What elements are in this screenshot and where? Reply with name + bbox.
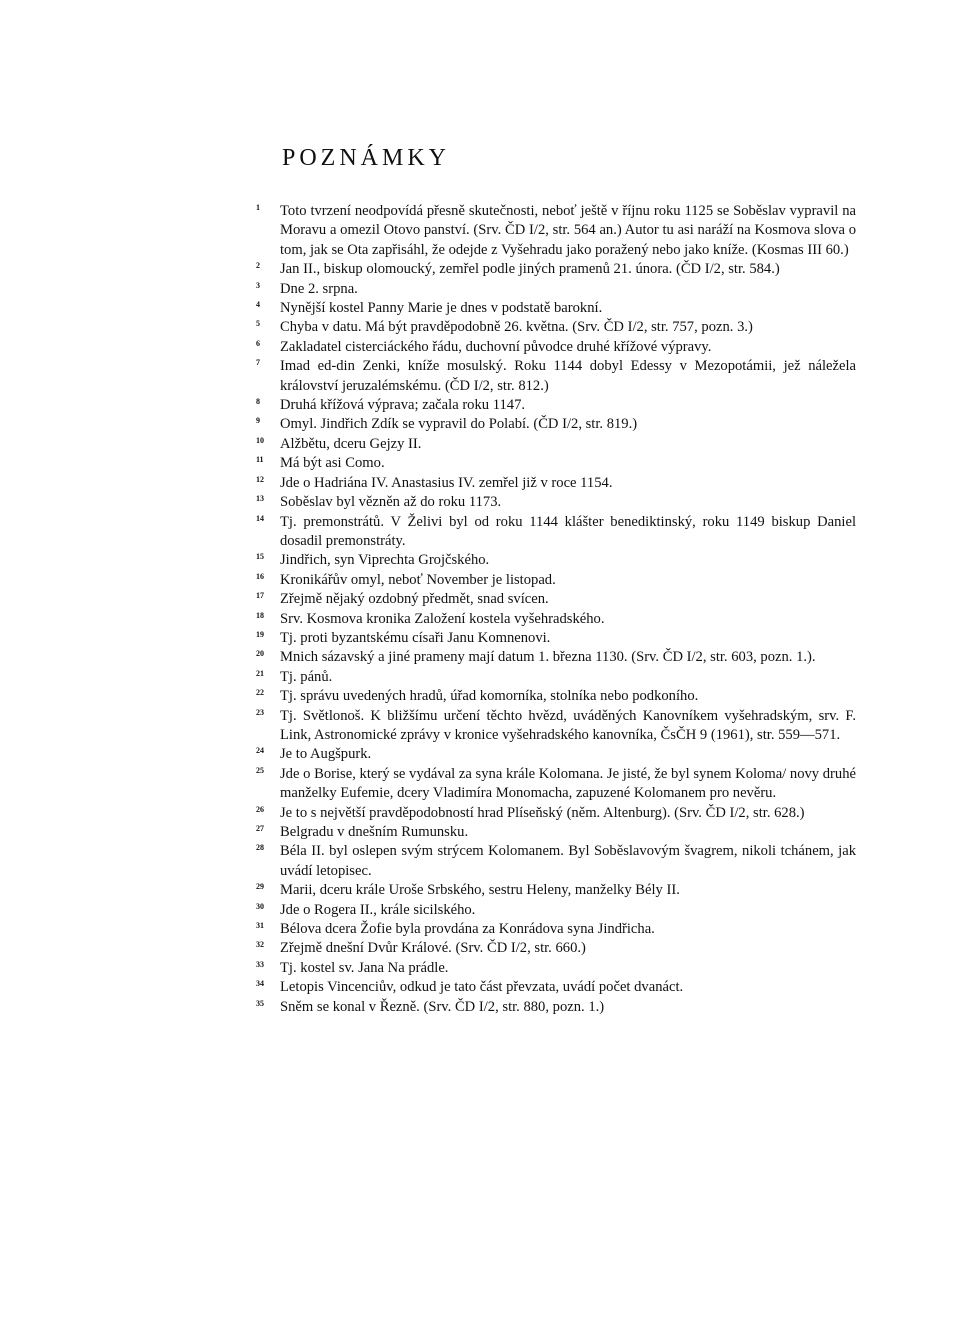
note-text: Zřejmě dnešní Dvůr Králové. (Srv. ČD I/2, str. 660.) xyxy=(280,940,586,957)
note-item xyxy=(256,435,856,454)
note-number: 19 xyxy=(256,629,264,639)
note-number: 4 xyxy=(256,300,260,310)
note-text: Tj. správu uvedených hradů, úřad komorníka, stolníka nebo podkoního. xyxy=(280,688,699,705)
note-number: 12 xyxy=(256,474,264,484)
note-number: 5 xyxy=(256,319,260,329)
note-number: 15 xyxy=(256,552,264,562)
note-number: 35 xyxy=(256,998,264,1008)
note-number: 14 xyxy=(256,513,264,523)
note-text: Kronikářův omyl, neboť November je listopad. xyxy=(280,571,556,588)
note-text: Tj. Světlonoš. K bližšímu určení těchto hvězd, uváděných Kanovníkem vyšehradským, srv. F. Link, Astronomické zprávy v kronice vyšehradského kanovníka, ČsČH 9 (1961), str. 559—571. xyxy=(280,707,856,743)
note-text: Letopis Vincenciův, odkud je tato část převzata, uvádí počet dvanáct. xyxy=(280,979,684,996)
note-text: Jde o Hadriána IV. Anastasius IV. zemřel již v roce 1154. xyxy=(280,474,613,491)
note-text: Zřejmě nějaký ozdobný předmět, snad svícen. xyxy=(280,591,549,608)
note-number: 28 xyxy=(256,843,264,853)
note-item xyxy=(256,415,856,434)
note-item xyxy=(256,765,856,804)
note-number: 10 xyxy=(256,435,264,445)
page-title: POZNÁMKY xyxy=(282,145,451,171)
note-text: Jde o Rogera II., krále sicilského. xyxy=(280,901,476,918)
note-text: Soběslav byl vězněn až do roku 1173. xyxy=(280,494,502,511)
note-item xyxy=(256,687,856,706)
note-item xyxy=(256,745,856,764)
note-text: Dne 2. srpna. xyxy=(280,280,358,297)
note-text: Mnich sázavský a jiné prameny mají datum 1. března 1130. (Srv. ČD I/2, str. 603, pozn. 1.). xyxy=(280,649,816,666)
note-text: Má být asi Como. xyxy=(280,455,385,472)
note-number: 18 xyxy=(256,610,264,620)
note-text: Je to s největší pravděpodobností hrad Plíseňský (něm. Altenburg). (Srv. ČD I/2, str. 628.) xyxy=(280,804,805,821)
note-number: 23 xyxy=(256,707,264,717)
note-item xyxy=(256,707,856,746)
note-item xyxy=(256,318,856,337)
note-item xyxy=(256,513,856,552)
note-text: Nynější kostel Panny Marie je dnes v podstatě barokní. xyxy=(280,300,603,317)
note-item xyxy=(256,842,856,881)
note-item xyxy=(256,978,856,997)
note-item xyxy=(256,823,856,842)
note-item xyxy=(256,357,856,396)
note-item xyxy=(256,881,856,900)
note-text: Tj. proti byzantskému císaři Janu Komnenovi. xyxy=(280,629,551,646)
note-text: Bélova dcera Žofie byla provdána za Konrádova syna Jindřicha. xyxy=(280,921,655,938)
note-text: Belgradu v dnešním Rumunsku. xyxy=(280,824,469,840)
note-number: 21 xyxy=(256,668,264,678)
note-text: Tj. premonstrátů. V Želivi byl od roku 1144 klášter benediktinský, roku 1149 biskup Daniel dosadil premonstráty. xyxy=(280,513,856,549)
note-item xyxy=(256,299,856,318)
note-text: Toto tvrzení neodpovídá přesně skutečnosti, neboť ještě v říjnu roku 1125 se Soběslav vypravil na Moravu a omezil Otovo panství. (Srv. ČD I/2, str. 564 an.) Autor tu asi naráží na Kosmova slova o tom, jak se Ota zapřisáhl, že odejde z Vyšehradu jako poražený nebo jako kníže. (Kosmas III 60.) xyxy=(280,203,856,258)
note-text: Béla II. byl oslepen svým strýcem Kolomanem. Byl Soběslavovým švagrem, nikoli tchánem, jak uvádí letopisec. xyxy=(280,843,856,879)
note-item xyxy=(256,571,856,590)
note-number: 25 xyxy=(256,765,264,775)
note-number: 22 xyxy=(256,688,264,698)
note-text: Chyba v datu. Má být pravděpodobně 26. května. (Srv. ČD I/2, str. 757, pozn. 3.) xyxy=(280,319,753,336)
note-text: Jan II., biskup olomoucký, zemřel podle jiných pramenů 21. února. (ČD I/2, str. 584.) xyxy=(280,261,780,278)
note-item xyxy=(256,804,856,823)
note-number: 16 xyxy=(256,571,264,581)
note-text: Alžbětu, dceru Gejzy II. xyxy=(280,435,422,452)
note-text: Tj. kostel sv. Jana Na prádle. xyxy=(280,959,449,976)
note-item xyxy=(256,901,856,920)
note-number: 1 xyxy=(256,203,260,212)
note-number: 20 xyxy=(256,649,264,659)
note-item xyxy=(256,454,856,473)
note-text: Tj. pánů. xyxy=(280,668,333,685)
note-item xyxy=(256,590,856,609)
note-item xyxy=(256,939,856,958)
note-text: Jindřich, syn Viprechta Grojčského. xyxy=(280,552,490,569)
note-text: Zakladatel cisterciáckého řádu, duchovní původce druhé křížové výpravy. xyxy=(280,338,712,355)
note-item xyxy=(256,280,856,299)
note-number: 24 xyxy=(256,746,264,756)
note-item xyxy=(256,202,856,260)
note-item xyxy=(256,648,856,667)
note-item xyxy=(256,338,856,357)
note-text: Omyl. Jindřich Zdík se vypravil do Polabí. (ČD I/2, str. 819.) xyxy=(280,416,638,433)
note-number: 31 xyxy=(256,921,264,931)
note-text: Druhá křížová výprava; začala roku 1147. xyxy=(280,397,526,414)
note-text: Jde o Borise, který se vydával za syna krále Kolomana. Je jisté, že byl synem Koloma/ novy druhé manželky Eufemie, dcery Vladimíra Monomacha, zapuzené Kolomanem pro nevěru. xyxy=(280,765,856,802)
note-item xyxy=(256,998,856,1017)
note-text: Marii, dceru krále Uroše Srbského, sestru Heleny, manželky Bély II. xyxy=(280,882,680,899)
note-number: 7 xyxy=(256,358,260,368)
note-item xyxy=(256,610,856,629)
note-number: 6 xyxy=(256,338,260,348)
note-text: Srv. Kosmova kronika Založení kostela vyšehradského. xyxy=(280,610,605,627)
note-number: 34 xyxy=(256,979,264,989)
note-number: 3 xyxy=(256,280,260,290)
note-item xyxy=(256,493,856,512)
note-number: 9 xyxy=(256,416,260,426)
note-item xyxy=(256,959,856,978)
note-number: 33 xyxy=(256,959,264,969)
note-number: 27 xyxy=(256,824,264,833)
note-text: Sněm se konal v Řezně. (Srv. ČD I/2, str. 880, pozn. 1.) xyxy=(280,998,605,1015)
note-number: 32 xyxy=(256,940,264,950)
note-number: 2 xyxy=(256,261,260,271)
note-item xyxy=(256,629,856,648)
note-number: 30 xyxy=(256,901,264,911)
note-item xyxy=(256,920,856,939)
note-item xyxy=(256,474,856,493)
note-item xyxy=(256,551,856,570)
notes-list xyxy=(256,202,856,1017)
note-number: 29 xyxy=(256,882,264,892)
note-number: 17 xyxy=(256,591,264,601)
note-number: 26 xyxy=(256,804,264,814)
note-number: 13 xyxy=(256,494,264,504)
note-text: Imad ed-din Zenki, kníže mosulský. Roku 1144 dobyl Edessy v Mezopotámii, jež náležela království jeruzalémskému. (ČD I/2, str. 812.) xyxy=(280,358,856,394)
note-item xyxy=(256,260,856,279)
note-text: Je to Augšpurk. xyxy=(280,746,372,763)
note-number: 8 xyxy=(256,397,260,407)
note-number: 11 xyxy=(256,455,264,465)
note-item xyxy=(256,668,856,687)
note-item xyxy=(256,396,856,415)
